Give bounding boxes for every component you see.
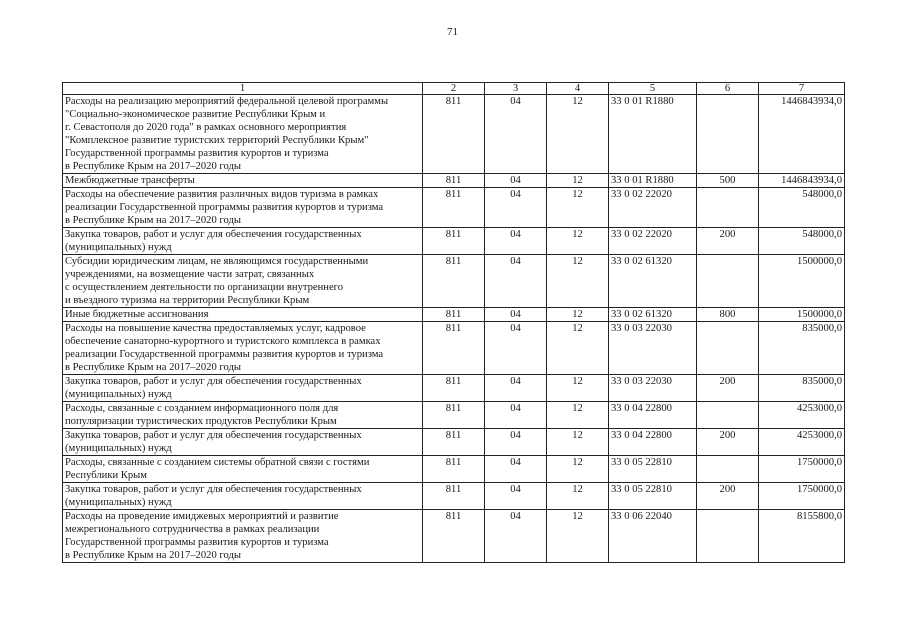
description-line: Расходы на повышение качества предоставляемых услуг, кадровое xyxy=(65,323,366,334)
description-line: обеспечение санаторно-курортного и туристского комплекса в рамках xyxy=(65,336,381,347)
description-line: Расходы на проведение имиджевых мероприятий и развитие xyxy=(65,511,339,522)
subsection-code: 12 xyxy=(547,483,609,510)
table-row xyxy=(63,456,845,483)
row-description xyxy=(63,322,423,375)
description-line: Субсидии юридическим лицам, не являющимся государственными xyxy=(65,256,369,267)
expense-type-code: 200 xyxy=(697,228,759,255)
description-line: Закупка товаров, работ и услуг для обеспечения государственных xyxy=(65,484,362,495)
row-description xyxy=(63,228,423,255)
description-line: Закупка товаров, работ и услуг для обеспечения государственных xyxy=(65,376,362,387)
row-description xyxy=(63,375,423,402)
subsection-code: 12 xyxy=(547,228,609,255)
description-line: Расходы, связанные с созданием информационного поля для xyxy=(65,403,339,414)
amount-cell: 548000,0 xyxy=(759,228,845,255)
description-line: Иные бюджетные ассигнования xyxy=(65,309,209,320)
subsection-code: 12 xyxy=(547,510,609,563)
table-row xyxy=(63,95,845,174)
table-row xyxy=(63,174,845,188)
row-description xyxy=(63,188,423,228)
table-row xyxy=(63,228,845,255)
target-article-code: 33 0 01 R1880 xyxy=(609,95,697,174)
expense-type-code xyxy=(697,510,759,563)
section-code: 04 xyxy=(485,95,547,174)
section-code: 04 xyxy=(485,375,547,402)
target-article-code: 33 0 01 R1880 xyxy=(609,174,697,188)
subsection-code: 12 xyxy=(547,188,609,228)
expense-type-code: 200 xyxy=(697,375,759,402)
subsection-code: 12 xyxy=(547,456,609,483)
subsection-code: 12 xyxy=(547,322,609,375)
amount-cell: 1750000,0 xyxy=(759,483,845,510)
target-article-code: 33 0 02 22020 xyxy=(609,188,697,228)
table-row xyxy=(63,255,845,308)
target-article-code: 33 0 05 22810 xyxy=(609,483,697,510)
subsection-code: 12 xyxy=(547,308,609,322)
department-code: 811 xyxy=(423,308,485,322)
description-line: в Республике Крым на 2017–2020 годы xyxy=(65,215,241,226)
section-code: 04 xyxy=(485,188,547,228)
expense-type-code: 500 xyxy=(697,174,759,188)
department-code: 811 xyxy=(423,429,485,456)
description-line: Расходы на обеспечение развития различных видов туризма в рамках xyxy=(65,189,379,200)
row-description xyxy=(63,456,423,483)
section-code: 04 xyxy=(485,255,547,308)
subsection-code: 12 xyxy=(547,255,609,308)
table-row xyxy=(63,375,845,402)
department-code: 811 xyxy=(423,375,485,402)
amount-cell: 1446843934,0 xyxy=(759,95,845,174)
description-line: Закупка товаров, работ и услуг для обеспечения государственных xyxy=(65,430,362,441)
header-cell: 5 xyxy=(609,83,697,95)
table-row xyxy=(63,322,845,375)
description-line: (муниципальных) нужд xyxy=(65,443,172,454)
header-row xyxy=(63,83,845,95)
expense-type-code xyxy=(697,188,759,228)
row-description xyxy=(63,308,423,322)
description-line: Государственной программы развития курортов и туризма xyxy=(65,148,329,159)
amount-cell: 1500000,0 xyxy=(759,308,845,322)
table-row xyxy=(63,483,845,510)
description-line: межрегионального сотрудничества в рамках реализации xyxy=(65,524,320,535)
section-code: 04 xyxy=(485,402,547,429)
description-line: в Республике Крым на 2017–2020 годы xyxy=(65,161,241,172)
table-row xyxy=(63,308,845,322)
header-cell: 3 xyxy=(485,83,547,95)
description-line: и въездного туризма на территории Республики Крым xyxy=(65,295,310,306)
header-cell: 6 xyxy=(697,83,759,95)
target-article-code: 33 0 05 22810 xyxy=(609,456,697,483)
amount-cell: 835000,0 xyxy=(759,322,845,375)
department-code: 811 xyxy=(423,456,485,483)
target-article-code: 33 0 02 22020 xyxy=(609,228,697,255)
header-cell: 2 xyxy=(423,83,485,95)
row-description xyxy=(63,174,423,188)
description-line: Закупка товаров, работ и услуг для обеспечения государственных xyxy=(65,229,362,240)
budget-table xyxy=(62,82,845,563)
section-code: 04 xyxy=(485,228,547,255)
expense-type-code xyxy=(697,402,759,429)
description-line: реализации Государственной программы развития курортов и туризма xyxy=(65,349,384,360)
amount-cell: 548000,0 xyxy=(759,188,845,228)
target-article-code: 33 0 03 22030 xyxy=(609,322,697,375)
description-line: (муниципальных) нужд xyxy=(65,242,172,253)
department-code: 811 xyxy=(423,402,485,429)
row-description xyxy=(63,255,423,308)
description-line: "Комплексное развитие туристских территорий Республики Крым" xyxy=(65,135,369,146)
description-line: г. Севастополя до 2020 года" в рамках основного мероприятия xyxy=(65,122,347,133)
table-row xyxy=(63,188,845,228)
description-line: реализации Государственной программы развития курортов и туризма xyxy=(65,202,384,213)
target-article-code: 33 0 03 22030 xyxy=(609,375,697,402)
row-description xyxy=(63,483,423,510)
description-line: "Социально-экономическое развитие Республики Крым и xyxy=(65,109,326,120)
subsection-code: 12 xyxy=(547,95,609,174)
amount-cell: 835000,0 xyxy=(759,375,845,402)
expense-type-code xyxy=(697,255,759,308)
description-line: (муниципальных) нужд xyxy=(65,389,172,400)
amount-cell: 1750000,0 xyxy=(759,456,845,483)
section-code: 04 xyxy=(485,322,547,375)
department-code: 811 xyxy=(423,228,485,255)
table-row xyxy=(63,429,845,456)
description-line: популяризации туристических продуктов Республики Крым xyxy=(65,416,337,427)
description-line: Республики Крым xyxy=(65,470,147,481)
subsection-code: 12 xyxy=(547,174,609,188)
section-code: 04 xyxy=(485,308,547,322)
row-description xyxy=(63,429,423,456)
department-code: 811 xyxy=(423,174,485,188)
section-code: 04 xyxy=(485,429,547,456)
header-cell: 7 xyxy=(759,83,845,95)
table-row xyxy=(63,510,845,563)
table-row xyxy=(63,402,845,429)
expense-type-code: 200 xyxy=(697,483,759,510)
amount-cell: 1500000,0 xyxy=(759,255,845,308)
subsection-code: 12 xyxy=(547,375,609,402)
target-article-code: 33 0 02 61320 xyxy=(609,255,697,308)
amount-cell: 8155800,0 xyxy=(759,510,845,563)
department-code: 811 xyxy=(423,322,485,375)
department-code: 811 xyxy=(423,483,485,510)
row-description xyxy=(63,402,423,429)
description-line: в Республике Крым на 2017–2020 годы xyxy=(65,550,241,561)
description-line: Расходы на реализацию мероприятий федеральной целевой программы xyxy=(65,96,389,107)
target-article-code: 33 0 04 22800 xyxy=(609,402,697,429)
page-number: 71 xyxy=(447,26,458,38)
amount-cell: 4253000,0 xyxy=(759,402,845,429)
section-code: 04 xyxy=(485,483,547,510)
expense-type-code: 200 xyxy=(697,429,759,456)
subsection-code: 12 xyxy=(547,402,609,429)
target-article-code: 33 0 02 61320 xyxy=(609,308,697,322)
description-line: Государственной программы развития курортов и туризма xyxy=(65,537,329,548)
department-code: 811 xyxy=(423,510,485,563)
department-code: 811 xyxy=(423,188,485,228)
description-line: учреждениями, на возмещение части затрат, связанных xyxy=(65,269,315,280)
description-line: (муниципальных) нужд xyxy=(65,497,172,508)
department-code: 811 xyxy=(423,95,485,174)
expense-type-code xyxy=(697,456,759,483)
department-code: 811 xyxy=(423,255,485,308)
expense-type-code xyxy=(697,95,759,174)
header-cell: 1 xyxy=(63,83,423,95)
row-description xyxy=(63,510,423,563)
description-line: в Республике Крым на 2017–2020 годы xyxy=(65,362,241,373)
subsection-code: 12 xyxy=(547,429,609,456)
amount-cell: 4253000,0 xyxy=(759,429,845,456)
row-description xyxy=(63,95,423,174)
section-code: 04 xyxy=(485,174,547,188)
header-cell: 4 xyxy=(547,83,609,95)
section-code: 04 xyxy=(485,456,547,483)
target-article-code: 33 0 06 22040 xyxy=(609,510,697,563)
description-line: Межбюджетные трансферты xyxy=(65,175,195,186)
table-body xyxy=(63,83,845,563)
target-article-code: 33 0 04 22800 xyxy=(609,429,697,456)
amount-cell: 1446843934,0 xyxy=(759,174,845,188)
expense-type-code: 800 xyxy=(697,308,759,322)
description-line: Расходы, связанные с созданием системы обратной связи с гостями xyxy=(65,457,370,468)
expense-type-code xyxy=(697,322,759,375)
section-code: 04 xyxy=(485,510,547,563)
description-line: с осуществлением деятельности по организации внутреннего xyxy=(65,282,344,293)
